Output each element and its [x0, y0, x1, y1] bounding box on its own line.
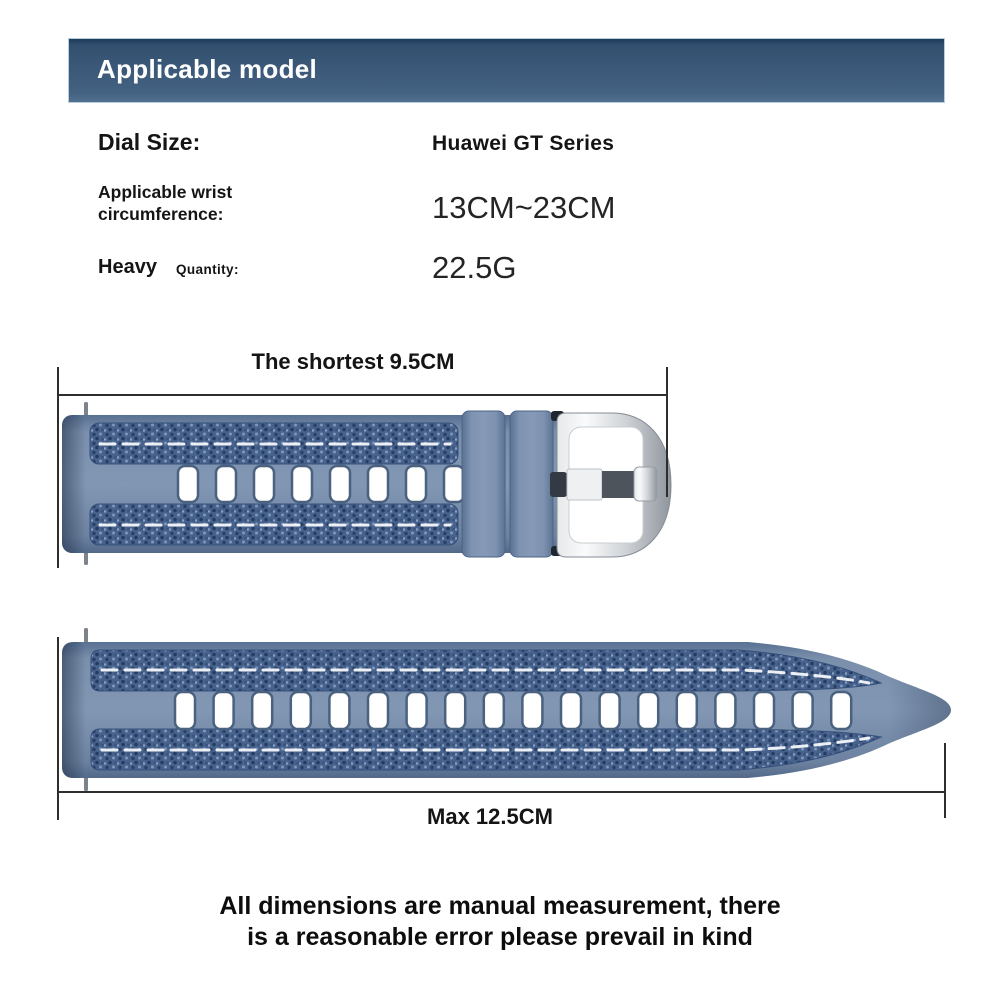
max-length-label: Max 12.5CM — [427, 804, 553, 829]
buckle-prong — [634, 467, 657, 501]
buckle-prong — [567, 469, 602, 500]
strap-short-image — [62, 402, 671, 565]
disclaimer-text — [0, 891, 1000, 953]
weight-value: 22.5G — [432, 250, 517, 285]
spring-bar-pin — [84, 402, 88, 417]
buckle — [550, 413, 671, 557]
keeper-loop — [510, 411, 553, 557]
spring-bar-pin — [84, 776, 88, 791]
wrist-circumference-label: Applicable wrist circumference: — [98, 182, 233, 225]
disclaimer-line-2: is a reasonable error please prevail in kind — [247, 923, 753, 951]
quantity-label: Quantity: — [176, 262, 239, 277]
page-title: Applicable model — [97, 54, 318, 84]
shortest-length-label: The shortest 9.5CM — [251, 349, 455, 374]
applicable-model-banner — [68, 38, 945, 103]
strap-long-image — [62, 628, 955, 791]
dial-size-label: Dial Size: — [98, 129, 201, 155]
disclaimer-line-1: All dimensions are manual measurement, there — [219, 892, 781, 920]
dial-size-value: Huawei GT Series — [432, 132, 615, 155]
buckle-prong — [602, 471, 634, 498]
keeper-loop — [462, 411, 505, 557]
weight-label: Heavy — [98, 256, 157, 278]
spring-bar-pin — [84, 628, 88, 643]
buckle-prong — [550, 472, 567, 497]
wrist-circumference-value: 13CM~23CM — [432, 190, 616, 225]
